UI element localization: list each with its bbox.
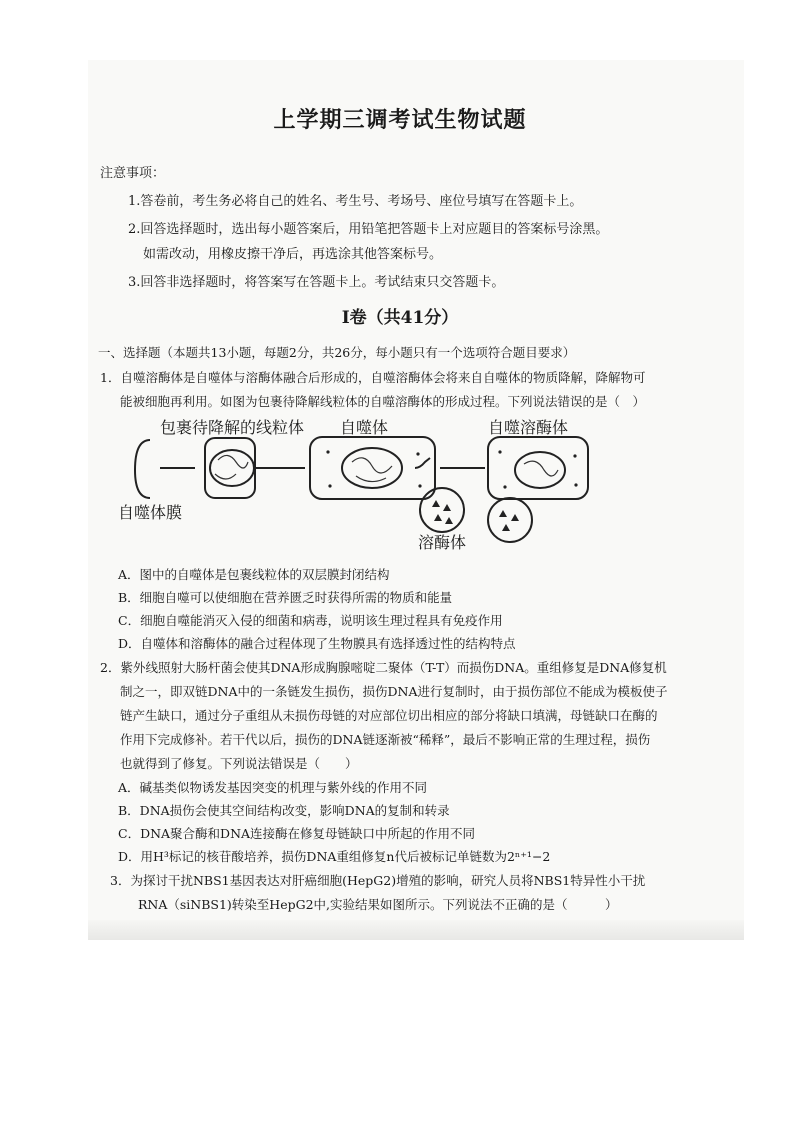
q2-line-3: 链产生缺口，通过分子重组从未损伤母链的对应部位切出相应的部分将缺口填满，母链缺口在酶的 [120, 708, 658, 723]
cell-box-1 [205, 438, 255, 498]
q1-option-a: A．图中的自噬体是包裹线粒体的双层膜封闭结构 [118, 567, 390, 582]
label-wrapped-mitochondrion: 包裹待降解的线粒体 [160, 418, 305, 437]
q2-line-2: 制之一，即双链DNA中的一条链发生损伤，损伤DNA进行复制时，由于损伤部位不能成为模板使子 [120, 684, 668, 699]
label-membrane: 自噬体膜 [118, 503, 183, 522]
q2-line-4: 作用下完成修补。若干代以后，损伤的DNA链逐渐被“稀释”，最后不影响正常的生理过程，损伤 [120, 732, 651, 747]
label-autophagosome: 自噬体 [340, 418, 389, 437]
lysosome-1 [420, 488, 464, 532]
part-heading: 一、选择题（本题共13小题，每题2分，共26分，每小题只有一个选项符合题目要求） [98, 345, 576, 360]
notice-heading: 注意事项： [100, 166, 166, 181]
cell-box-3 [488, 437, 588, 499]
q2-line-1: 2．紫外线照射大肠杆菌会使其DNA形成胸腺嘧啶二聚体（T-T）而损伤DNA。重组修复是DNA修复机 [100, 660, 667, 675]
section-title: Ⅰ卷（共41分） [341, 308, 459, 328]
q1-line-1: 1．自噬溶酶体是自噬体与溶酶体融合后形成的，自噬溶酶体会将来自自噬体的物质降解，降解物可 [100, 370, 646, 385]
q2-option-a: A．碱基类似物诱发基因突变的机理与紫外线的作用不同 [118, 780, 428, 795]
notice-item-2-cont: 如需改动，用橡皮擦干净后，再选涂其他答案标号。 [143, 247, 443, 262]
membrane-arc [135, 440, 150, 498]
q1-option-b: B．细胞自噬可以使细胞在营养匮乏时获得所需的物质和能量 [118, 590, 453, 605]
label-autolysosome: 自噬溶酶体 [488, 418, 569, 437]
q1-line-2: 能被细胞再利用。如图为包裹待降解线粒体的自噬溶酶体的形成过程。下列说法错误的是（ ） [120, 394, 646, 409]
q3-line-1: 3．为探讨干扰NBS1基因表达对肝癌细胞(HepG2)增殖的影响，研究人员将NBS1特异性小干扰 [110, 873, 646, 888]
q2-option-b: B．DNA损伤会使其空间结构改变，影响DNA的复制和转录 [118, 803, 450, 818]
q1-option-d: D．自噬体和溶酶体的融合过程体现了生物膜具有选择透过性的结构特点 [118, 636, 516, 651]
arrow-4 [415, 458, 430, 468]
q2-option-c: C．DNA聚合酶和DNA连接酶在修复母链缺口中所起的作用不同 [118, 826, 476, 841]
notice-item-3: 3.回答非选择题时，将答案写在答题卡上。考试结束只交答题卡。 [128, 275, 505, 290]
notice-item-2: 2.回答选择题时，选出每小题答案后，用铅笔把答题卡上对应题目的答案标号涂黑。 [128, 222, 609, 237]
mito-1 [210, 450, 254, 486]
q2-option-d: D．用H³标记的核苷酸培养，损伤DNA重组修复n代后被标记单链数为2ⁿ⁺¹−2 [118, 849, 551, 864]
q2-line-5: 也就得到了修复。下列说法错误是（ ） [120, 756, 358, 771]
q3-line-2: RNA（siNBS1)转染至HepG2中,实验结果如图所示。下列说法不正确的是（ ） [138, 897, 618, 912]
label-lysosome: 溶酶体 [418, 533, 467, 552]
notice-item-1: 1.答卷前，考生务必将自己的姓名、考生号、考场号、座位号填写在答题卡上。 [128, 194, 583, 209]
q1-option-c: C．细胞自噬能消灭入侵的细菌和病毒，说明该生理过程具有免疫作用 [118, 613, 503, 628]
page-title: 上学期三调考试生物试题 [273, 107, 527, 133]
lysosome-2 [488, 498, 532, 542]
